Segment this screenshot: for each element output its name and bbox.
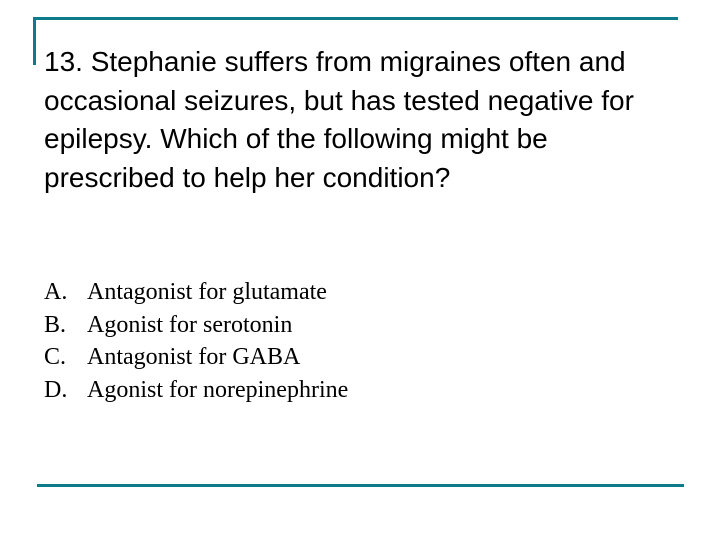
choice-letter: D. [44, 376, 68, 403]
choice-text: Antagonist for glutamate [87, 279, 327, 305]
answer-choice-c [44, 341, 348, 374]
choice-text: Agonist for serotonin [87, 311, 293, 338]
top-accent-line [33, 17, 678, 20]
choice-text: Agonist for norepinephrine [87, 376, 349, 403]
answer-choice-d [44, 374, 348, 407]
answer-choice-b [44, 309, 348, 342]
answer-choice-a [44, 276, 348, 309]
choice-text: Antagonist for GABA [87, 344, 301, 370]
bottom-accent-line [37, 484, 684, 487]
choice-letter: C. [44, 344, 67, 370]
answer-choices-list [44, 276, 348, 406]
choice-letter: A. [44, 279, 68, 305]
left-accent-line [33, 17, 36, 65]
choice-letter: B. [44, 311, 67, 338]
question-text: 13. Stephanie suffers from migraines often and occasional seizures, but has tested negative for epilepsy. Which of the following might be prescribed to help her condition? [44, 46, 634, 193]
